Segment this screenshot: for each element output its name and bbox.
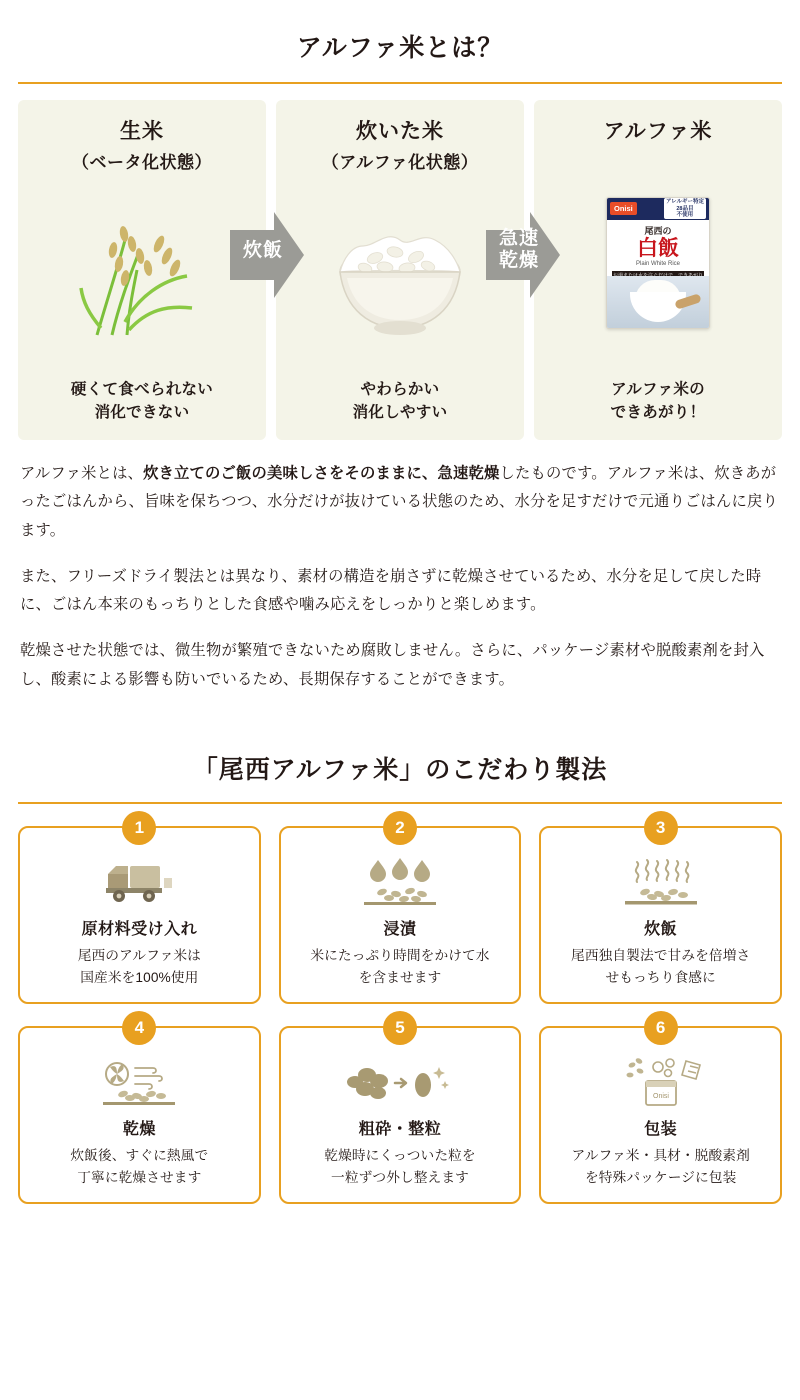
package-product-name: 白飯	[637, 236, 679, 260]
step-number: 2	[383, 811, 417, 845]
panel-caption-line2: 消化できない	[94, 403, 190, 421]
paragraph-1-seg-2: 炊き立てのご飯の美味しさをそのままに、急速乾燥	[143, 465, 500, 482]
panel-title: 生米	[120, 120, 164, 143]
package-product-name-en: Plain White Rice	[635, 260, 680, 267]
process-step-4	[18, 1018, 261, 1204]
process-step-5	[279, 1018, 522, 1204]
step-title: 乾燥	[122, 1121, 156, 1139]
intro-body-text	[20, 460, 780, 694]
panel-caption	[71, 378, 213, 441]
paragraph-1-seg-1: アルファ米とは、	[20, 465, 144, 482]
process-steps-grid	[18, 818, 782, 1204]
step-desc-line2: を特殊パッケージに包装	[584, 1170, 737, 1185]
step-description	[60, 1145, 218, 1189]
step-desc-line2: 一粒ずつ外し整えます	[331, 1170, 469, 1185]
allergen-badge-line2: 28品目	[676, 205, 694, 212]
step-description	[300, 945, 499, 989]
panel-title: 炊いた米	[356, 120, 444, 143]
rice-plant-icon	[18, 173, 266, 377]
paragraph-2: また、フリーズドライ製法とは異なり、素材の構造を崩さずに乾燥させているため、水分を足して戻した時に、ごはん本来のもっちりとした食感や噛み応えをしっかりと楽しめます。	[20, 567, 762, 614]
arrow-rapid-drying-label	[482, 228, 556, 272]
panel-caption-line1: やわらかい	[360, 380, 440, 398]
paragraph-3: 乾燥させた状態では、微生物が繁殖できないため腐敗しません。さらに、パッケージ素材や脱酸素剤を封入し、酸素による影響も防いでいるため、長期保存することができます。	[20, 642, 765, 688]
panel-title: アルファ米	[603, 120, 713, 143]
package-brand: 尾西の	[644, 225, 672, 236]
panel-caption-line1: アルファ米の	[611, 380, 705, 398]
step-description	[561, 945, 760, 989]
step-desc-line2: せもっちり食感に	[605, 970, 716, 985]
paragraph-1-seg-3: したものです。アルファ米は、炊きあがったごはんから、旨味を保ちつつ、水分だけが抜けている状態のため、水分を足すだけで元通りごはんに戻ります。	[20, 465, 778, 539]
step-desc-line1: 炊飯後、すぐに熱風で	[70, 1148, 209, 1164]
truck-icon	[104, 854, 174, 910]
allergen-badge	[664, 198, 706, 219]
step-title: 粗砕・整粒	[358, 1121, 442, 1139]
process-step-3	[539, 818, 782, 1004]
process-step-6	[539, 1018, 782, 1204]
product-package	[606, 197, 710, 329]
package-header	[607, 198, 709, 220]
step-desc-line1: 乾燥時にくっついた粒を	[324, 1148, 476, 1164]
section2-title: 「尾西アルファ米」のこだわり製法	[192, 756, 608, 785]
panel-caption-line1: 硬くて食べられない	[70, 380, 214, 398]
page-title: アルファ米とは？	[296, 34, 504, 62]
step-title: 浸漬	[383, 921, 417, 939]
panel-caption	[353, 378, 448, 441]
panel-subtitle: （ベータ化状態）	[72, 153, 212, 173]
section2-divider	[18, 802, 782, 804]
arrow-rapid-drying-label-line2: 乾燥	[498, 249, 539, 271]
allergen-badge-line1: アレルギー特定	[665, 199, 704, 206]
package-photo	[607, 276, 709, 328]
svg-text:Onisi: Onisi	[652, 1093, 669, 1101]
section-alpha-rice-intro	[0, 0, 800, 694]
diagram-panel-raw-rice	[18, 100, 266, 440]
title-divider	[18, 82, 782, 84]
fan-dryer-icon	[93, 1054, 185, 1110]
step-description	[68, 945, 211, 989]
process-diagram	[18, 100, 782, 440]
panel-subtitle: （アルファ化状態）	[321, 153, 479, 173]
step-number: 1	[122, 811, 156, 845]
arrow-rapid-drying-label-line1: 急速	[498, 228, 539, 249]
packaging-icon	[606, 1054, 716, 1110]
panel-caption-line2: 消化しやすい	[352, 403, 448, 421]
allergen-badge-line3: 不使用	[676, 212, 694, 219]
panel-caption	[611, 378, 706, 441]
water-drops-icon	[354, 854, 446, 910]
grain-separation-icon	[345, 1054, 455, 1110]
step-desc-line1: 米にたっぷり時間をかけて水	[310, 948, 490, 964]
steam-icon	[615, 854, 707, 910]
process-step-2	[279, 818, 522, 1004]
process-step-1	[18, 818, 261, 1004]
arrow-cooking-label: 炊飯	[242, 240, 283, 261]
step-number: 4	[122, 1011, 156, 1045]
step-title: 原材料受け入れ	[81, 921, 198, 939]
step-desc-line1: 尾西独自製法で甘みを倍増さ	[571, 948, 751, 964]
diagram-panel-alpha-rice	[534, 100, 782, 440]
step-desc-line2: 丁寧に乾燥させます	[77, 1170, 202, 1185]
brand-logo: Onisi	[610, 202, 637, 215]
paragraph-1	[20, 460, 780, 545]
package-icon	[534, 148, 782, 377]
step-number: 6	[644, 1011, 678, 1045]
step-description	[314, 1145, 485, 1189]
step-title: 炊飯	[644, 921, 678, 939]
step-title: 包装	[644, 1121, 678, 1139]
section-manufacturing-process	[0, 750, 800, 1204]
step-desc-line2: を含ませます	[358, 970, 442, 985]
step-desc-line2: 国産米を100%使用	[80, 970, 199, 985]
step-number: 5	[383, 1011, 417, 1045]
step-desc-line1: アルファ米・具材・脱酸素剤	[571, 1148, 750, 1164]
step-description	[561, 1145, 759, 1189]
panel-caption-line2: できあがり！	[610, 403, 706, 421]
step-number: 3	[644, 811, 678, 845]
step-desc-line1: 尾西のアルファ米は	[77, 948, 201, 964]
